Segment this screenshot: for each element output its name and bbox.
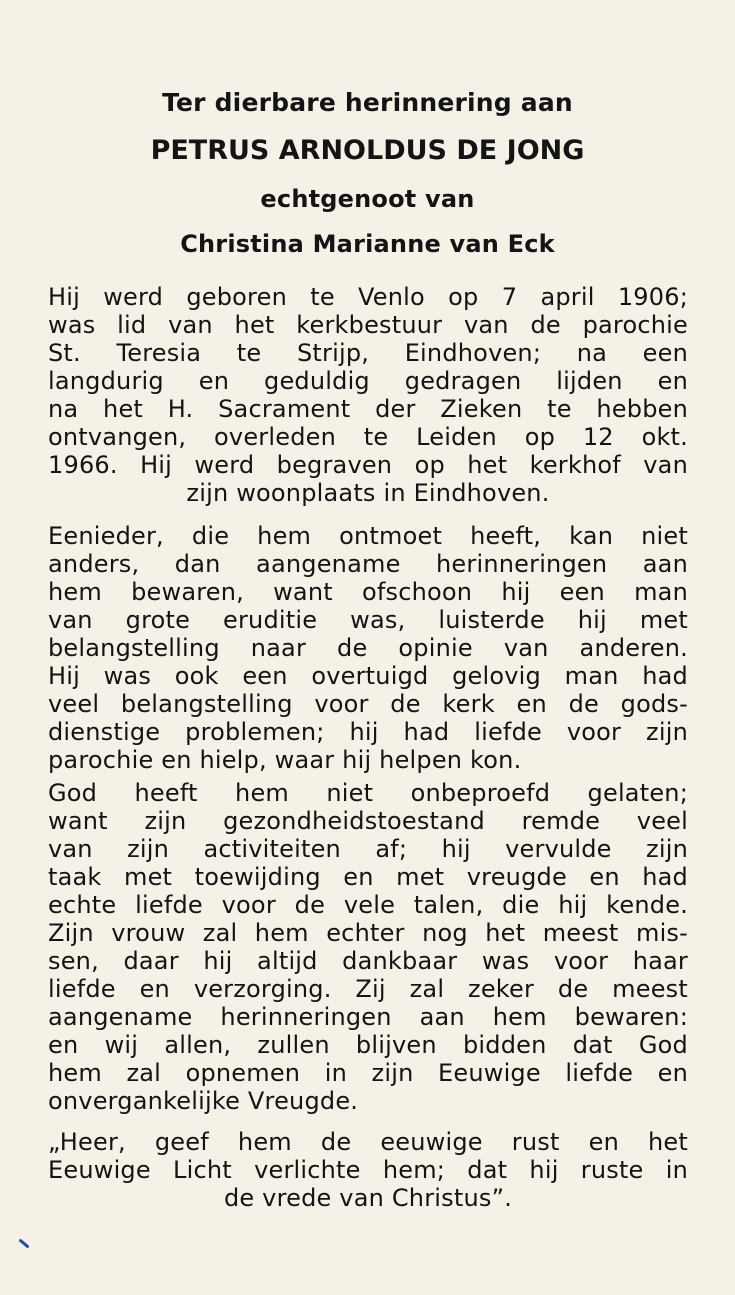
- text-line: de vrede van Christus”.: [223, 1184, 513, 1212]
- text-line: Hij was ook een overtuigd gelovig man had: [48, 662, 688, 690]
- text-line: en wij allen, zullen blijven bidden dat God: [48, 1031, 688, 1059]
- text-line: echte liefde voor de vele talen, die hij kende.: [48, 891, 688, 919]
- text-line: Eeuwige Licht verlichte hem; dat hij ruste in: [48, 1156, 688, 1184]
- text-line: St. Teresia te Strijp, Eindhoven; na een: [48, 339, 688, 367]
- text-line: Eenieder, die hem ontmoet heeft, kan niet: [48, 522, 688, 550]
- text-line: van zijn activiteiten af; hij vervulde zijn: [48, 835, 688, 863]
- text-line: dienstige problemen; hij had liefde voor zijn: [48, 718, 688, 746]
- text-line: van grote eruditie was, luisterde hij met: [48, 606, 688, 634]
- text-line: want zijn gezondheidstoestand remde veel: [48, 807, 688, 835]
- text-line: langdurig en geduldig gedragen lijden en: [48, 367, 688, 395]
- text-line: parochie en hielp, waar hij helpen kon.: [48, 746, 522, 774]
- spouse-name: Christina Marianne van Eck: [180, 230, 555, 258]
- text-line: veel belangstelling voor de kerk en de gods-: [48, 690, 688, 718]
- text-line: zijn woonplaats in Eindhoven.: [186, 479, 550, 507]
- spouse-label: echtgenoot van: [260, 185, 475, 213]
- text-line: aangename herinneringen aan hem bewaren:: [48, 1003, 688, 1031]
- text-line: God heeft hem niet onbeproefd gelaten;: [48, 779, 688, 807]
- text-line: onvergankelijke Vreugde.: [48, 1087, 359, 1115]
- text-line: na het H. Sacrament der Zieken te hebben: [48, 395, 688, 423]
- text-line: ontvangen, overleden te Leiden op 12 okt.: [48, 423, 688, 451]
- text-line: was lid van het kerkbestuur van de parochie: [48, 311, 688, 339]
- text-line: hem zal opnemen in zijn Eeuwige liefde en: [48, 1059, 688, 1087]
- deceased-name: PETRUS ARNOLDUS DE JONG: [150, 135, 585, 166]
- intro-line: Ter dierbare herinnering aan: [162, 88, 573, 117]
- text-line: Zijn vrouw zal hem echter nog het meest mis-: [48, 919, 688, 947]
- text-line: taak met toewijding en met vreugde en had: [48, 863, 688, 891]
- text-line: liefde en verzorging. Zij zal zeker de meest: [48, 975, 688, 1003]
- text-line: Hij werd geboren te Venlo op 7 april 1906;: [48, 283, 688, 311]
- text-line: hem bewaren, want ofschoon hij een man: [48, 578, 688, 606]
- text-line: 1966. Hij werd begraven op het kerkhof van: [48, 451, 688, 479]
- text-line: „Heer, geef hem de eeuwige rust en het: [48, 1128, 688, 1156]
- text-line: anders, dan aangename herinneringen aan: [48, 550, 688, 578]
- text-line: belangstelling naar de opinie van anderen.: [48, 634, 688, 662]
- text-line: sen, daar hij altijd dankbaar was voor haar: [48, 947, 688, 975]
- ink-mark: [18, 1238, 29, 1248]
